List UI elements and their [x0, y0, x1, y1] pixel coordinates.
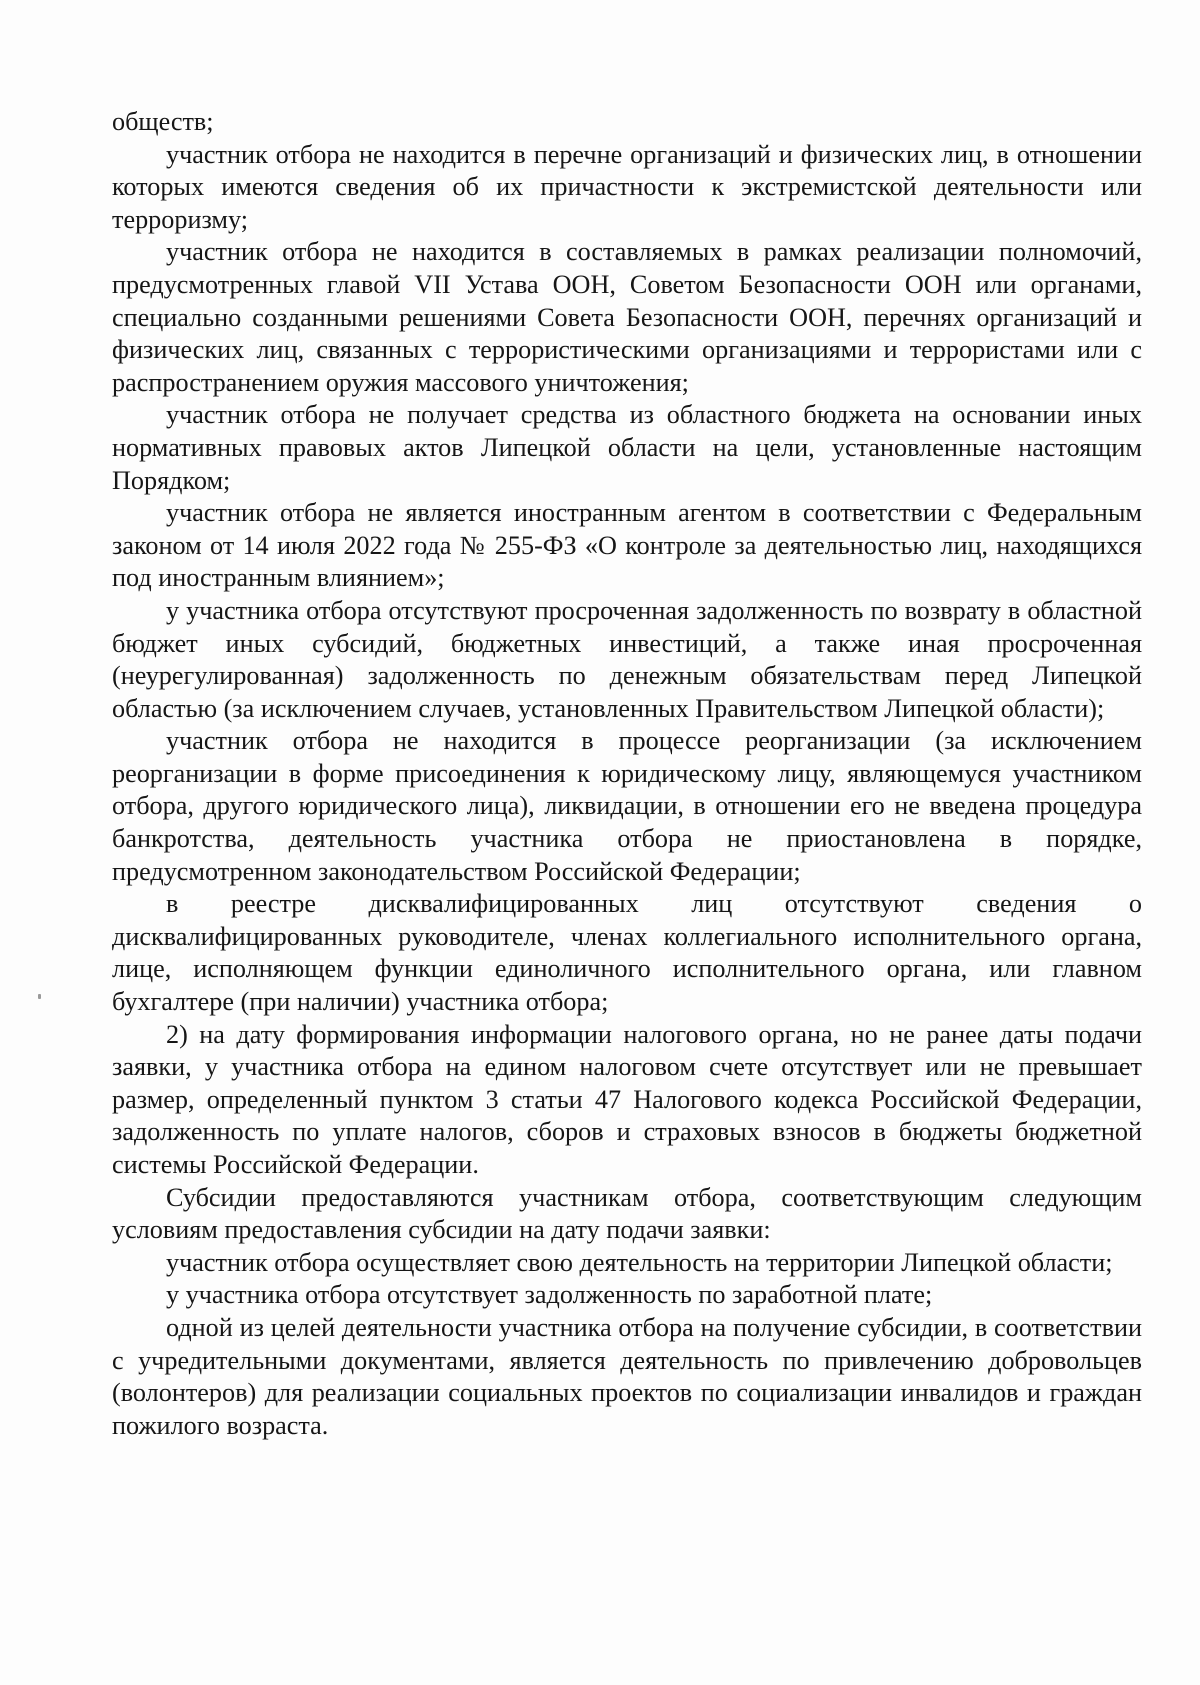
paragraph-2: участник отбора не находится в перечне организаций и физических лиц, в отношении которых имеются сведения об их причастности к экстремистской деятельности или терроризму;: [112, 139, 1142, 234]
paragraph-3: участник отбора не находится в составляемых в рамках реализации полномочий, предусмотренных главой VII Устава ООН, Советом Безопасности ООН или органами, специально созданными решениями Совета Безопасности ООН, перечнях организаций и физических лиц, связанных с террористическими организациями и террористами или с распространением оружия массового уничтожения;: [112, 237, 1142, 397]
paragraph-1: обществ;: [112, 107, 214, 136]
scan-speck: [38, 994, 41, 999]
paragraph-10: Субсидии предоставляются участникам отбора, соответствующим следующим условиям предоставления субсидии на дату подачи заявки:: [112, 1182, 1142, 1245]
paragraph-7: участник отбора не находится в процессе реорганизации (за исключением реорганизации в форме присоединения к юридическому лицу, являющемуся участником отбора, другого юридического лица), ликвидации, в отношении его не введена процедура банкротства, деятельность участника отбора не приостановлена в порядке, предусмотренном законодательством Российской Федерации;: [112, 726, 1142, 886]
paragraph-11: участник отбора осуществляет свою деятельность на территории Липецкой области;: [166, 1247, 1113, 1277]
paragraph-6: у участника отбора отсутствуют просроченная задолженность по возврату в областной бюджет иных субсидий, бюджетных инвестиций, а также иная просроченная (неурегулированная) задолженность по денежным обязательствам перед Липецкой областью (за исключением случаев, установленных Правительством Липецкой области);: [112, 595, 1142, 723]
paragraph-5: участник отбора не является иностранным агентом в соответствии с Федеральным законом от 14 июля 2022 года № 255-ФЗ «О контроле за деятельностью лиц, находящихся под иностранным влиянием»;: [112, 498, 1142, 593]
paragraph-13: одной из целей деятельности участника отбора на получение субсидии, в соответствии с учредительными документами, является деятельность по привлечению добровольцев (волонтеров) для реализации социальных проектов по социализации инвалидов и граждан пожилого возраста.: [112, 1312, 1142, 1440]
paragraph-12: у участника отбора отсутствует задолженность по заработной плате;: [166, 1280, 933, 1310]
document-body: [112, 106, 1142, 1442]
paragraph-8: в реестре дисквалифицированных лиц отсутствуют сведения о дисквалифицированных руководителе, членах коллегиального исполнительного органа, лице, исполняющем функции единоличного исполнительного органа, или главном бухгалтере (при наличии) участника отбора;: [112, 889, 1142, 1017]
paragraph-9: 2) на дату формирования информации налогового органа, но не ранее даты подачи заявки, у участника отбора на едином налоговом счете отсутствует или не превышает размер, определенный пунктом 3 статьи 47 Налогового кодекса Российской Федерации, задолженность по уплате налогов, сборов и страховых взносов в бюджеты бюджетной системы Российской Федерации.: [112, 1019, 1142, 1179]
paragraph-4: участник отбора не получает средства из областного бюджета на основании иных нормативных правовых актов Липецкой области на цели, установленные настоящим Порядком;: [112, 400, 1142, 495]
